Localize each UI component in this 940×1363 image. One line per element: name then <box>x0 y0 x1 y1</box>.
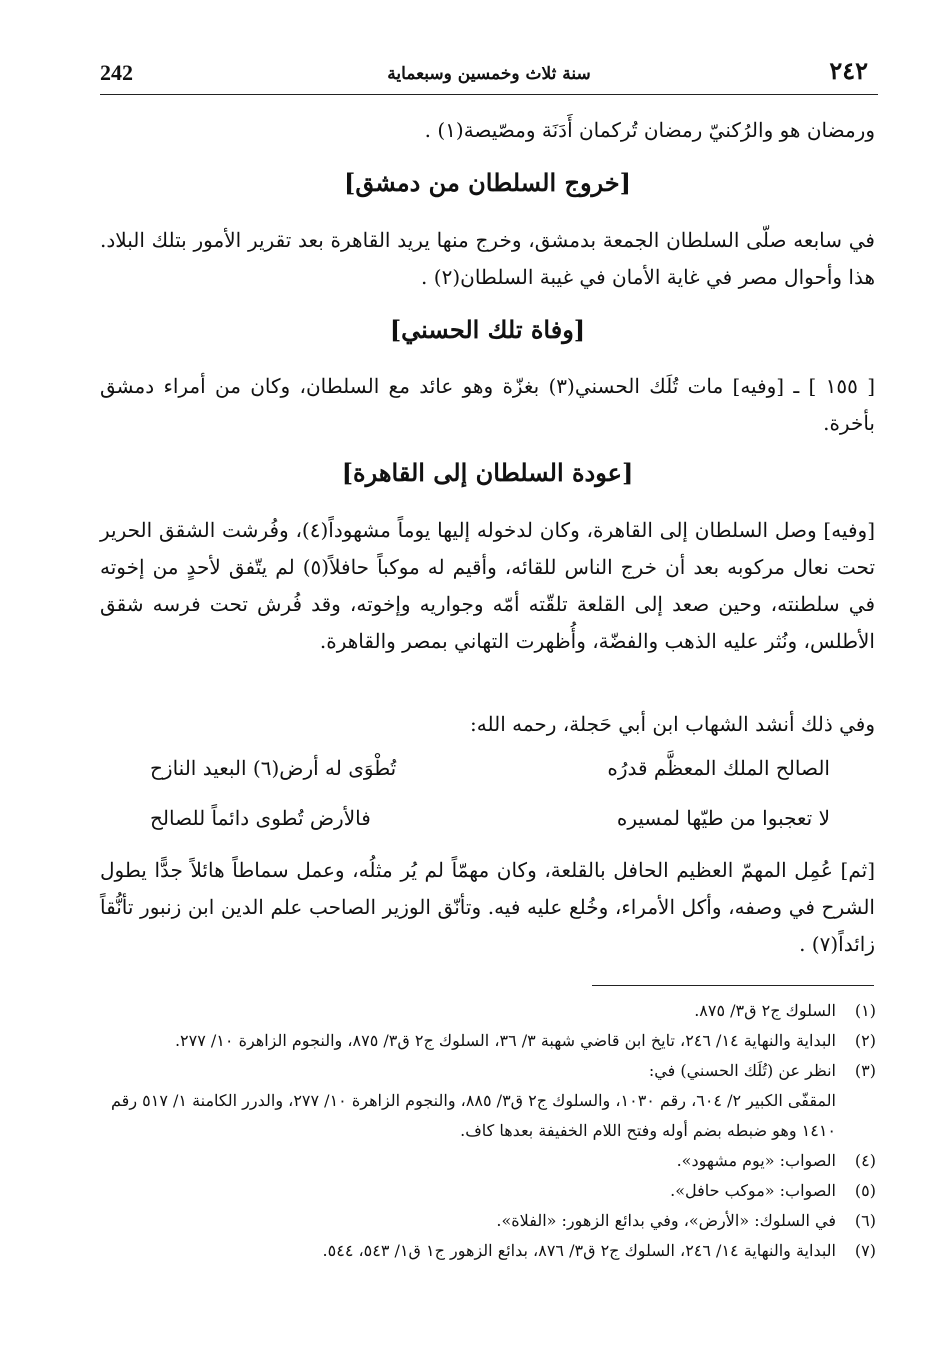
footnote-number: (٧) <box>854 1241 876 1260</box>
footnote-number: (١) <box>854 1001 876 1020</box>
footnote-3 <box>108 1056 876 1086</box>
footnote-number: (٦) <box>854 1211 876 1230</box>
footnote-text: البداية والنهاية ١٤/ ٢٤٦، تايخ ابن قاضي شهبة ٣/ ٣٦، السلوك ج٢ ق٣/ ٨٧٥، والنجوم الزاهرة ١٠/ ٢٧٧. <box>174 1031 836 1050</box>
footnote-text: في السلوك: «الأرض»، وفي بدائع الزهور: «الفلاة». <box>496 1211 836 1230</box>
footnote-number: (٢) <box>854 1031 876 1050</box>
footnote-number: (٤) <box>854 1151 876 1170</box>
footnote-7 <box>108 1236 876 1266</box>
footnotes <box>108 996 876 1266</box>
section-paragraph-return: [وفيه] وصل السلطان إلى القاهرة، وكان لدخوله إليها يوماً مشهوداً(٤)، وفُرشت الشقق الحرير تحت نعال مركوبه بعد أن خرج الناس للقائه، وأقيم له موكباً حافلاً(٥) لم يتّفق لأحدٍ من إخوته في سلطنته، وحين صعد إلى القلعة تلقّته أمّه وجواريه وإخوته، وقد فُرش تحت فرسه شقق الأطلس، ونُثر عليه الذهب والفضّة، وأُظهرت التهاني بمصر والقاهرة. <box>100 518 876 653</box>
poem-verse-2 <box>150 806 830 846</box>
running-title: سنة ثلاث وخمسين وسبعماية <box>387 64 591 84</box>
footnote-text: الصواب: «موكب حافل». <box>670 1181 836 1200</box>
section-heading-death: [وفاة تلك الحسني] <box>389 315 586 344</box>
footnote-3-continuation: المقفّى الكبير ٢/ ٦٠٤، رقم ١٠٣٠، والسلوك ج٢ ق٣/ ٨٨٥، والنجوم الزاهرة ١٠/ ٢٧٧، والدرر الكامنة ١/ ٥١٧ رقم ١٤١٠ وهو ضبطه بضم أوله وفتح اللام الخفيفة بعدها كاف. <box>111 1091 836 1140</box>
footnote-text: انظر عن (تُلَك الحسني) في: <box>648 1061 836 1080</box>
poem-verse-1 <box>150 756 830 796</box>
section-paragraph-death: [ ١٥٥ ] ـ [وفيه] مات تُلَك الحسني(٣) بغزّة وهو عائد مع السلطان، وكان من أمراء دمشق بأخرة. <box>100 374 875 435</box>
poem-intro: وفي ذلك أنشد الشهاب ابن أبي حَجلة، رحمه الله: <box>470 712 875 736</box>
section-paragraph-departure: في سابعه صلّى السلطان الجمعة بدمشق، وخرج منها يريد القاهرة بعد تقرير الأمور بتلك البلاد. هذا وأحوال مصر في غاية الأمان في غيبة السلطان(٢) . <box>100 228 875 289</box>
final-paragraph: [ثم] عُمِل المهمّ العظيم الحافل بالقلعة، وكان مهمّاً لم يُر مثلُه، وعمل سماطاً هائلاً جدًّا يطول الشرح في وصفه، وأكل الأمراء، وخُلع عليه فيه. وتأنّق الوزير الصاحب علم الدين ابن زنبور تأنُّقاً زائداً(٧) . <box>100 858 875 956</box>
intro-line: ورمضان هو والرُكنيّ رمضان تُركمان أَدَنَة ومصّيصة(١) . <box>424 118 875 142</box>
running-header <box>100 56 878 95</box>
footnote-divider <box>592 985 874 986</box>
footnote-number: (٥) <box>854 1181 876 1200</box>
footnote-6 <box>108 1206 876 1236</box>
page-number-arabic: ٢٤٢ <box>829 56 868 85</box>
footnote-text: السلوك ج٢ ق٣/ ٨٧٥. <box>694 1001 836 1020</box>
section-heading-return: [عودة السلطان إلى القاهرة] <box>341 458 634 487</box>
footnote-2 <box>108 1026 876 1056</box>
footnote-5 <box>108 1176 876 1206</box>
footnote-1 <box>108 996 876 1026</box>
verse-second-hemistich: تُطْوَى له أرض(٦) البعيد النازح <box>150 756 397 780</box>
footnote-text: البداية والنهاية ١٤/ ٢٤٦، السلوك ج٢ ق٣/ ٨٧٦، بدائع الزهور ج١ ق١/ ٥٤٣، ٥٤٤. <box>322 1241 836 1260</box>
footnote-number: (٣) <box>854 1061 876 1080</box>
verse-first-hemistich: الصالح الملك المعظَّم قدرُه <box>607 756 830 780</box>
verse-first-hemistich: لا تعجبوا من طيّها لمسيره <box>616 806 830 830</box>
page-number-latin: 242 <box>100 60 133 85</box>
section-heading-departure: [خروج السلطان من دمشق] <box>344 168 631 197</box>
verse-second-hemistich: فالأرض تُطوى دائماً للصالح <box>150 806 371 830</box>
footnote-text: الصواب: «يوم مشهود». <box>676 1151 836 1170</box>
footnote-4 <box>108 1146 876 1176</box>
